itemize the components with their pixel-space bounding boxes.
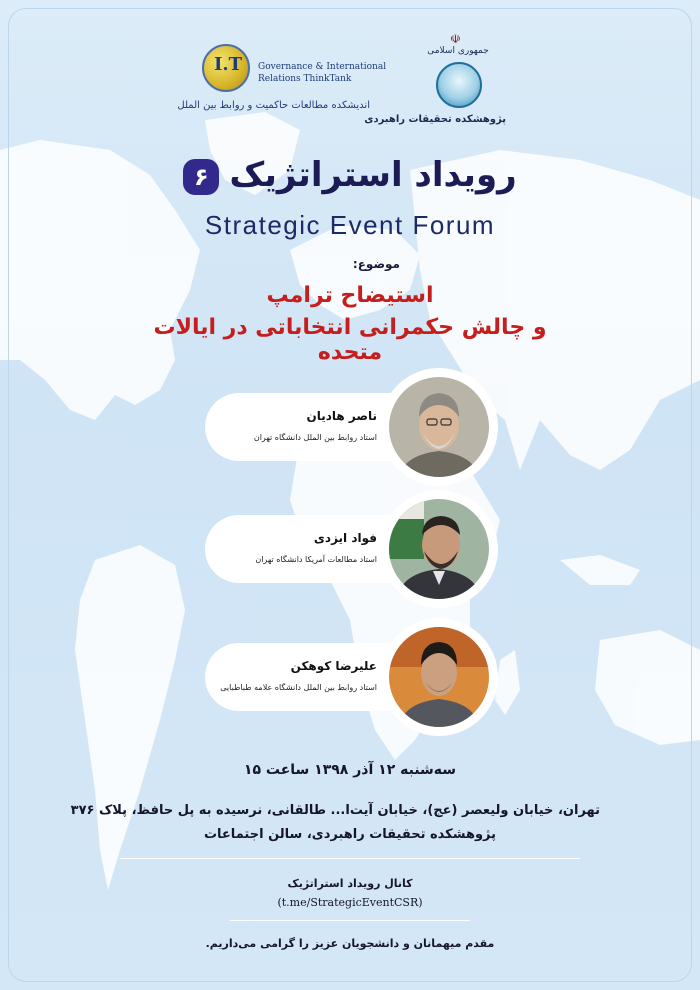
event-title-persian — [100, 155, 600, 195]
it-logo-persian: اندیشکده مطالعات حاکمیت و روابط بین الملل — [177, 100, 370, 111]
topic-line-1: استیضاح ترامپ — [266, 283, 434, 308]
event-datetime: سه‌شنبه ۱۲ آذر ۱۳۹۸ ساعت ۱۵ — [243, 762, 457, 778]
speaker-photo — [389, 627, 489, 727]
channel-label: کانال رویداد استراتژیک — [287, 877, 413, 890]
event-title-english: Strategic Event Forum — [204, 210, 496, 240]
it-logo-letters: I.T — [213, 54, 243, 75]
speaker-title: استاد روابط بین الملل دانشگاه علامه طباطبایی — [220, 683, 377, 692]
channel-link[interactable]: (t.me/StrategicEventCSR) — [277, 896, 423, 909]
address-line-1: تهران، خیابان ولیعصر (عج)، خیابان آیت‌ا... طالقانی، نرسیده به پل حافظ، پلاک ۳۷۶ — [70, 803, 600, 818]
it-logo-english-line2: Relations ThinkTank — [258, 74, 352, 84]
speaker-name: ناصر هادیان — [306, 409, 377, 423]
welcome-message: مقدم میهمانان و دانشجویان عزیز را گرامی می‌داریم. — [205, 937, 495, 950]
it-logo-english-line1: Governance & International — [258, 62, 387, 72]
speaker-card — [205, 490, 495, 610]
divider — [230, 920, 470, 921]
speaker-title: استاد مطالعات آمریکا دانشگاه تهران — [255, 555, 377, 564]
csr-logo-name: پژوهشکده تحقیقات راهبردی — [364, 114, 506, 125]
csr-globe-icon — [436, 62, 482, 108]
topic-line-2: و چالش حکمرانی انتخاباتی در ایالات متحده — [153, 315, 547, 365]
csr-logo — [364, 32, 506, 132]
speaker-photo — [389, 377, 489, 477]
speaker-card — [205, 368, 495, 488]
speaker-name: علیرضا کوهکن — [290, 659, 377, 673]
it-thinktank-logo — [177, 40, 387, 120]
topic-label: موضوع: — [352, 257, 400, 271]
event-number-badge: ۶ — [183, 159, 219, 195]
speaker-photo — [389, 499, 489, 599]
speaker-card — [205, 618, 495, 738]
speaker-title: استاد روابط بین الملل دانشگاه تهران — [253, 433, 377, 442]
divider — [120, 858, 580, 859]
iran-emblem-icon: ☫ — [450, 32, 461, 46]
csr-logo-top-text: جمهوری اسلامی — [427, 46, 489, 56]
address-line-2: پژوهشکده تحقیقات راهبردی، سالن اجتماعات — [203, 827, 497, 842]
event-title-text: رویداد استراتژیک — [229, 155, 517, 195]
speaker-name: فواد ایزدی — [313, 531, 377, 545]
